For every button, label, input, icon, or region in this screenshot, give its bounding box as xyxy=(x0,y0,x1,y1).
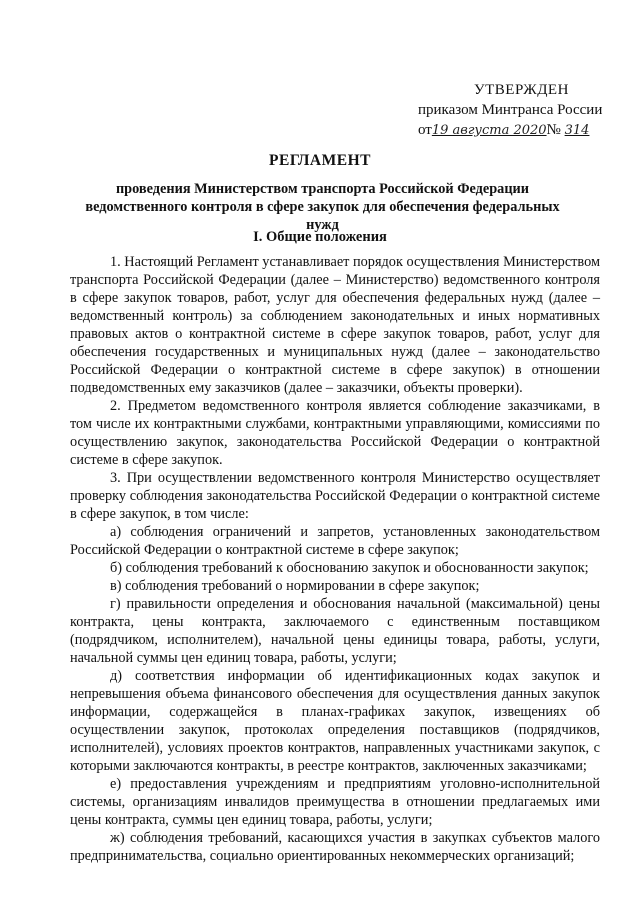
paragraph: 3. При осуществлении ведомственного контроля Министерство осуществляет проверку соблюдения законодательства Российской Федерации о контрактной системе в сфере закупок, в том числе: xyxy=(70,470,600,522)
paragraph: д) соответствия информации об идентификационных кодах закупок и непревышения объема финансового обеспечения для осуществления данных закупок информации, содержащейся в планах-графиках закупок, извещениях об осуществлении закупок, протоколах определения поставщиков (подрядчиков, исполнителей), условиях проектов контрактов, направленных участниками закупок, с которыми заключаются контракты, в реестре контрактов, заключенных заказчиками; xyxy=(70,668,600,774)
paragraph: б) соблюдения требований к обоснованию закупок и обоснованности закупок; xyxy=(110,560,589,576)
approval-number-label: № xyxy=(546,122,561,138)
approval-heading: УТВЕРЖДЕН xyxy=(474,82,569,98)
approval-number: 314 xyxy=(564,123,590,138)
approval-date-line xyxy=(418,120,602,141)
paragraph: в) соблюдения требований о нормировании в сфере закупок; xyxy=(110,578,480,594)
document-title: РЕГЛАМЕНТ xyxy=(269,152,371,169)
approval-date: 19 августа 2020 xyxy=(431,123,547,138)
paragraph: е) предоставления учреждениям и предприятиям уголовно-исполнительной системы, организациям инвалидов преимущества в отношении предлагаемых ими цены контракта, суммы цен единиц товара, работы, услуги; xyxy=(70,776,600,828)
paragraph: 1. Настоящий Регламент устанавливает порядок осуществления Министерством транспорта Российской Федерации (далее – Министерство) ведомственного контроля в сфере закупок товаров, работ, услуг для обеспечения федеральных нужд (далее – ведомственный контроль) за соблюдением законодательных и иных нормативных правовых актов о контрактной системе в сфере закупок товаров, работ, услуг для обеспечения государственных и муниципальных нужд (далее – законодательство Российской Федерации о контрактной системе в сфере закупок) в отношении подведомственных ему заказчиков (далее – заказчики, объекты проверки). xyxy=(70,254,600,396)
document-body xyxy=(70,253,600,865)
document-subtitle: проведения Министерством транспорта Российской Федерации ведомственного контроля в сфере закупок для обеспечения федеральных нужд xyxy=(85,181,560,233)
section-heading: I. Общие положения xyxy=(253,229,387,245)
approval-block xyxy=(418,80,602,141)
approval-order: приказом Минтранса России xyxy=(418,102,603,118)
approval-from-label: от xyxy=(418,122,432,138)
paragraph: а) соблюдения ограничений и запретов, установленных законодательством Российской Федерации о контрактной системе в сфере закупок; xyxy=(70,524,600,558)
paragraph: ж) соблюдения требований, касающихся участия в закупках субъектов малого предпринимательства, социально ориентированных некоммерческих организаций; xyxy=(70,830,600,864)
paragraph: 2. Предметом ведомственного контроля является соблюдение заказчиками, в том числе их контрактными службами, контрактными управляющими, комиссиями по осуществлению закупок, законодательства Российской Федерации о контрактной системе в сфере закупок. xyxy=(70,398,600,468)
paragraph: г) правильности определения и обоснования начальной (максимальной) цены контракта, цены контракта, заключаемого с единственным поставщиком (подрядчиком, исполнителем), начальной цены единицы товара, работы, услуги, начальной суммы цен единиц товара, работы, услуги; xyxy=(70,596,600,666)
